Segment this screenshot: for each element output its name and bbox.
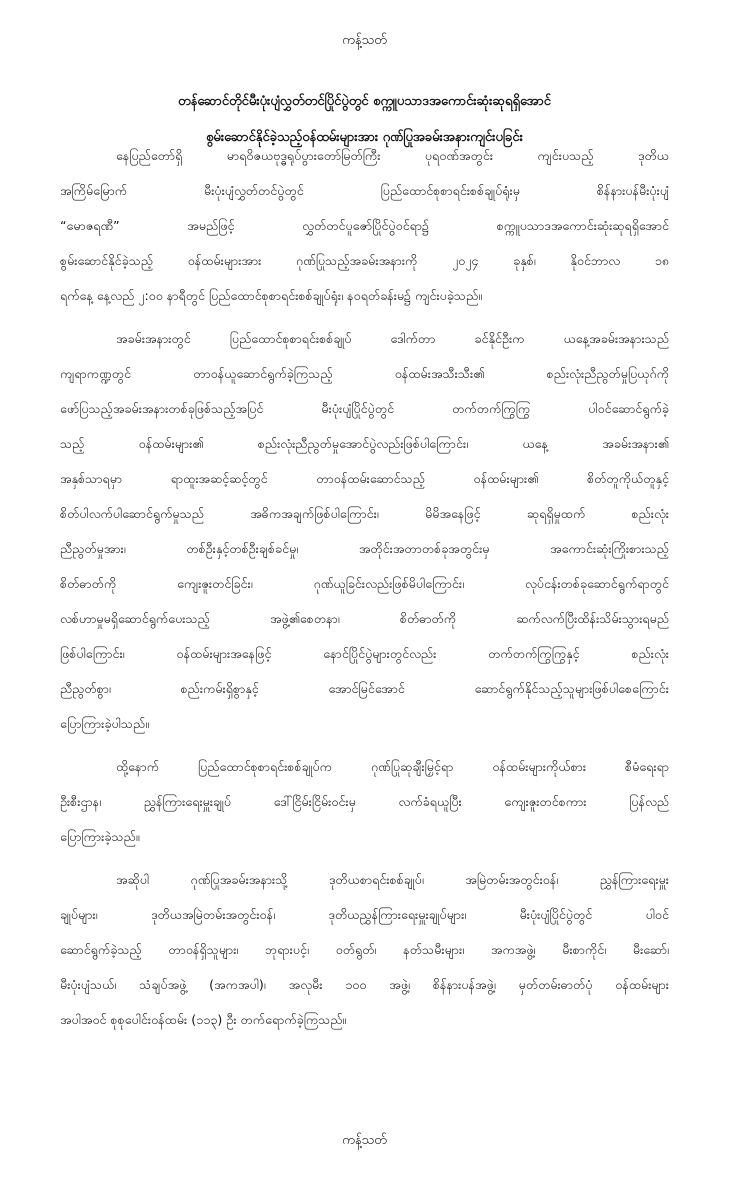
paragraph-line: ချုပ်များ၊ ဒုတိယအမြဲတမ်းအတွင်းဝန်၊ ဒုတိယညွှန်ကြားရေးမှူးချုပ်များ၊ မီးပုံးပျံပြိုင်ပွဲတွင် ပါဝင် [60,907,669,922]
paragraph-line: မီးပုံးပျံသယ်၊ သံချပ်အဖွဲ့ (အကအပါ)၊ အလုမီး ၁၀၀ အဖွဲ့၊ စိန်နားပန်အဖွဲ့၊ မှတ်တမ်းဓာတ်ပုံ ဝန်ထမ်းများ [60,977,669,992]
paragraph-line: နေပြည်တော်ရှိ မာရဝိဇယဗုဒ္ဓရုပ်ပွားတော်မြတ်ကြီး ပုရဝဏ်အတွင်း ကျင်းပသည့် ဒုတိယ [116,148,669,163]
paragraph-line: သည့် ဝန်ထမ်းများ၏ စည်းလုံးညီညွတ်မှုအောင်ပွဲလည်းဖြစ်ပါကြောင်း၊ ယနေ့ အခမ်းအနား၏ [60,436,669,451]
paragraph-line: လစ်ဟာမှုမရှိဆောင်ရွက်ပေးသည့် အဖွဲ့၏စေတနာ၊ စိတ်ဓာတ်ကို ဆက်လက်ပြီးထိန်းသိမ်းသွားရမည် [60,611,669,626]
paragraph-line: ဖော်ပြသည့်အခမ်းအနားတစ်ခုဖြစ်သည့်အပြင် မီးပုံးပျံပြိုင်ပွဲတွင် တက်တက်ကြွကြွ ပါဝင်ဆောင်ရွက်ခဲ့ [60,401,669,416]
paragraph-4 [60,862,669,1037]
paragraph-line: စွမ်းဆောင်နိုင်ခဲ့သည့် ဝန်ထမ်းများအား ဂုဏ်ပြုသည့်အခမ်းအနားကို ၂၀၂၄ ခုနှစ်၊ နိုဝင်ဘာလ ၁၈ [60,253,669,268]
paragraph-line: ပြောကြားခဲ့သည်။ [60,829,140,844]
paragraph-line: အဆိုပါ ဂုဏ်ပြုအခမ်းအနားသို့ ဒုတိယစာရင်းစစ်ချုပ်၊ အမြဲတမ်းအတွင်းဝန်၊ ညွှန်ကြားရေးမှူး [116,872,669,887]
paragraph-line: အပါအဝင် စုစုပေါင်းဝန်ထမ်း (၁၁၃) ဦး တက်ရောက်ခဲ့ကြသည်။ [60,1012,347,1027]
paragraph-line: ညီညွတ်မှုအား၊ တစ်ဦးနှင့်တစ်ဦးချစ်ခင်မှု၊ အတိုင်းအတာတစ်ခုအတွင်းမှ အကောင်းဆုံးကြိုးစားသည့် [60,541,669,556]
paragraph-line: စိတ်ပါလက်ပါဆောင်ရွက်မှုသည် အဓိကအချက်ဖြစ်ပါကြောင်း၊ မိမိအနေဖြင့် ဆုရရှိမှုထက် စည်းလုံး [60,506,669,521]
paragraph-line: ဖြစ်ပါကြောင်း၊ ဝန်ထမ်းများအနေဖြင့် နောင်ပြိုင်ပွဲများတွင်လည်း တက်တက်ကြွကြွနှင့် စည်းလုံး [60,646,669,661]
paragraph-2 [60,321,669,741]
classification-footer: ကန့်သတ် [342,1133,387,1148]
paragraph-line: စိတ်ဓာတ်ကို ကျေးဇူးတင်ခြင်း၊ ဂုဏ်ယူခြင်းလည်းဖြစ်မိပါကြောင်း၊ လုပ်ငန်းတစ်ခုဆောင်ရွက်ရာတွင် [60,576,669,591]
paragraph-line: ဆောင်ရွက်ခဲ့သည့် တာဝန်ရှိသူများ၊ ဘုရားပင့်၊ ဝတ်ရွတ်၊ နတ်သမီးများ၊ အကအဖွဲ့၊ မီးစာကိုင်၊ မီးဆော်၊ [60,942,669,957]
paragraph-line: ရက်နေ့ နေ့လည် ၂:၀၀ နာရီတွင် ပြည်ထောင်စုစာရင်းစစ်ချုပ်ရုံး၊ နဝရတ်ခန်းမ၌ ကျင်းပခဲ့သည်။ [60,288,483,303]
title-line-2: စွမ်းဆောင်နိုင်ခဲ့သည့်ဝန်ထမ်းများအား ဂုဏ်ပြုအခမ်းအနားကျင်းပခြင်း [206,130,523,145]
paragraph-line: ကျရာကဏ္ဍတွင် တာဝန်ယူဆောင်ရွက်ခဲ့ကြသည့် ဝန်ထမ်းအသီးသီး၏ စည်းလုံးညီညွတ်မှုပြယုဂ်ကို [60,366,669,381]
paragraph-line: ညီညွတ်စွာ၊ စည်းကမ်းရှိစွာနှင့် အောင်မြင်အောင် ဆောင်ရွက်နိုင်သည့်သူများဖြစ်ပါစေကြောင်း [60,681,669,696]
paragraph-line: ပြောကြားခဲ့ပါသည်။ [60,716,149,731]
paragraph-line: ဦးစီးဌာန၊ ညွှန်ကြားရေးမှူးချုပ် ဒေါ်ငြိမ်းငြိမ်းဝင်းမှ လက်ခံရယူပြီး ကျေးဇူးတင်စကား ပြန်လည် [60,794,669,809]
paragraph-line: အကြိမ်မြောက် မီးပုံးပျံလွှတ်တင်ပွဲတွင် ပြည်ထောင်စုစာရင်းစစ်ချုပ်ရုံးမှ စိန်နားပန်မီးပုံးပျံ [60,183,669,198]
paragraph-1 [60,138,669,313]
title-line-1: တန်ဆောင်တိုင်မီးပုံးပျံလွှတ်တင်ပြိုင်ပွဲတွင် စက္ကူပသာဒအကောင်းဆုံးဆုရရှိအောင် [177,94,552,109]
paragraph-line: “မောဇရဏီ” အမည်ဖြင့် လွှတ်တင်ပူဇော်ပြိုင်ပွဲဝင်ရာ၌ စက္ကူပသာဒအကောင်းဆုံးဆုရရှိအောင် [60,218,669,233]
paragraph-line: ထို့နောက် ပြည်ထောင်စုစာရင်းစစ်ချုပ်က ဂုဏ်ပြုဆုချီးမြှင့်ရာ ဝန်ထမ်းများကိုယ်စား စီမံရေးရာ [116,759,669,774]
classification-header: ကန့်သတ် [342,33,387,48]
paragraph-3 [60,749,669,854]
paragraph-line: အခမ်းအနားတွင် ပြည်ထောင်စုစာရင်းစစ်ချုပ် ဒေါက်တာ ခင်နိုင်ဦးက ယနေ့အခမ်းအနားသည် [116,331,669,346]
paragraph-line: အနှစ်သာရမှာ ရာထူးအဆင့်ဆင့်တွင် တာဝန်ထမ်းဆောင်သည့် ဝန်ထမ်းများ၏ စိတ်တူကိုယ်တူနှင့် [60,471,669,486]
document-body [60,138,669,1045]
